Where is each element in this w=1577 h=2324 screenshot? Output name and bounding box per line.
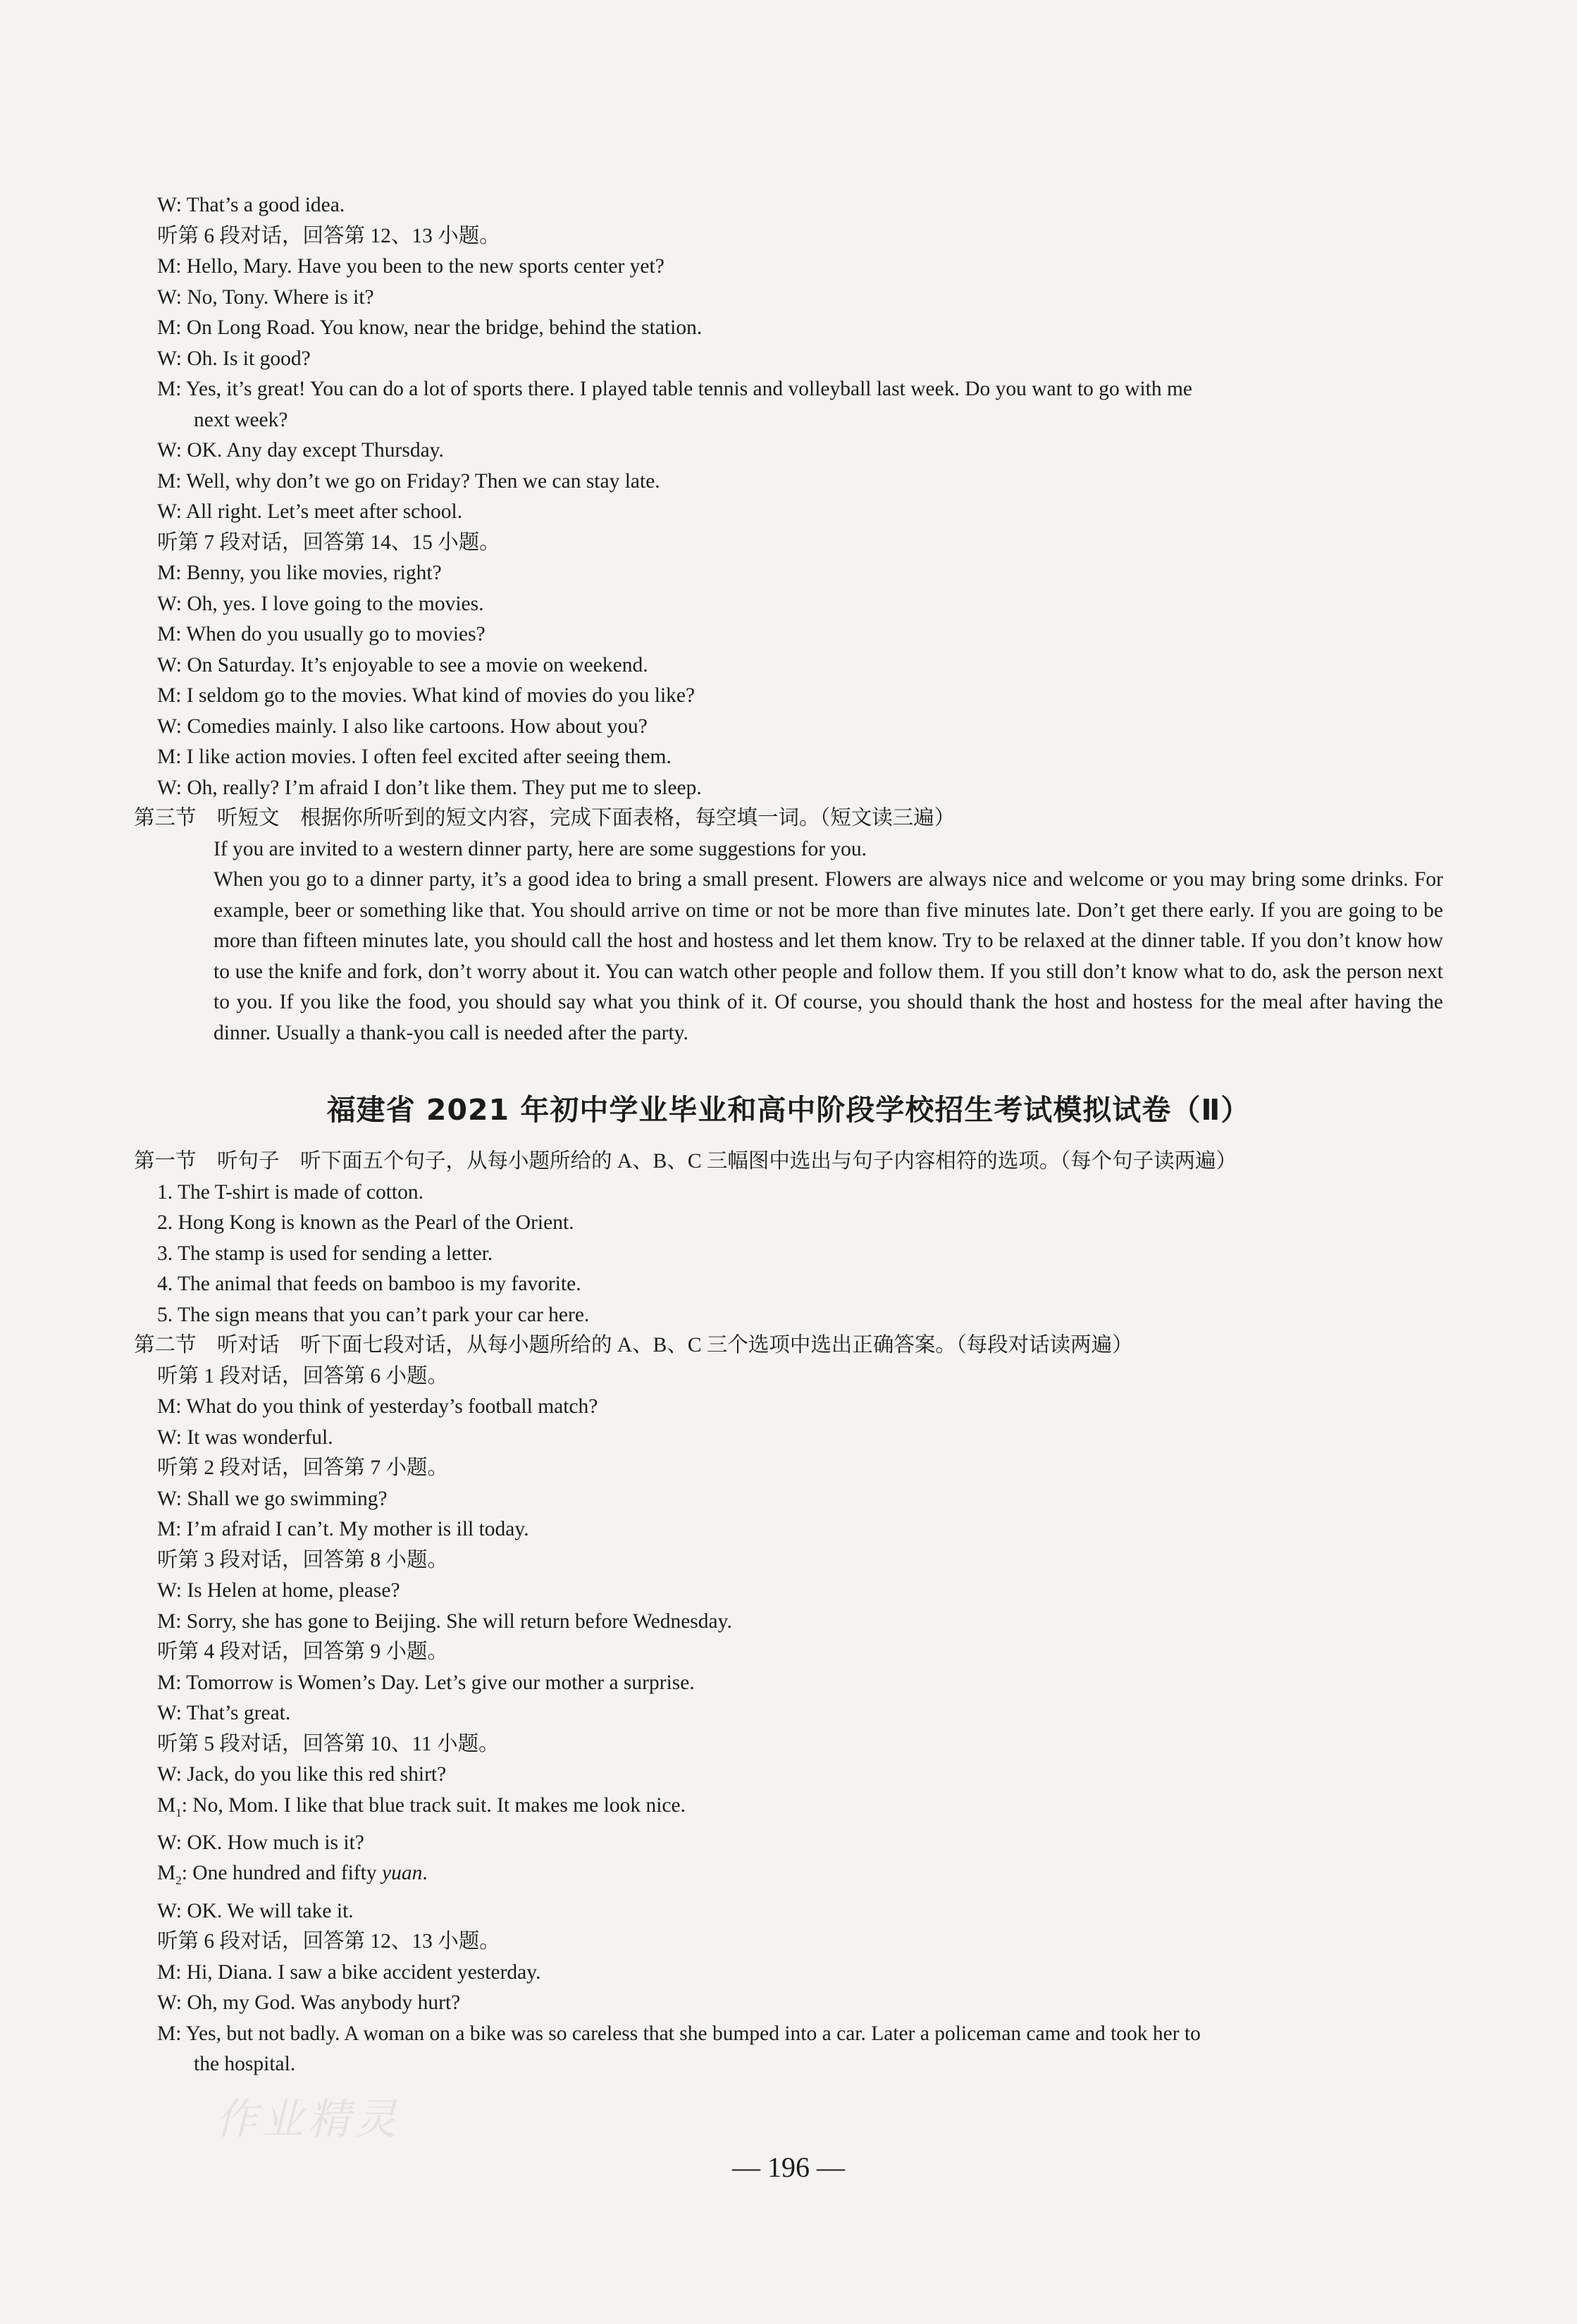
punctuation: .: [422, 1862, 428, 1885]
text-line: W: Jack, do you like this red shirt?: [157, 1763, 447, 1786]
text-line: W: OK. Any day except Thursday.: [157, 439, 444, 462]
text-line: W: It was wonderful.: [157, 1426, 333, 1449]
passage: [134, 834, 1443, 1049]
text-line: M: Hi, Diana. I saw a bike accident yesterday.: [157, 1960, 541, 1984]
text-line: M: I like action movies. I often feel excited after seeing them.: [157, 746, 672, 768]
text-line: M: Sorry, she has gone to Beijing. She will return before Wednesday.: [157, 1609, 732, 1633]
dialogue-line-text: M: Yes, it’s great! You can do a lot of sports there. I played table tennis and volleyball last week. Do you want to go with me: [157, 378, 1193, 400]
text-line: 听第 6 段对话，回答第 12、13 小题。: [157, 1930, 500, 1953]
text-line: 3. The stamp is used for sending a letter.: [157, 1242, 493, 1265]
dialogue-line-hanging: [134, 374, 1443, 435]
watermark: 作业精灵: [215, 2096, 401, 2143]
text-line: W: All right. Let’s meet after school.: [157, 500, 463, 523]
text-line: 听第 4 段对话，回答第 9 小题。: [157, 1640, 449, 1663]
dialogue-line-continuation: the hospital.: [194, 2053, 296, 2076]
text-line: W: Oh. Is it good?: [157, 347, 311, 370]
text-line: M: I seldom go to the movies. What kind of movies do you like?: [157, 684, 695, 707]
text-line: 4. The animal that feeds on bamboo is my favorite.: [157, 1273, 581, 1295]
text-line: 听第 7 段对话，回答第 14、15 小题。: [157, 531, 500, 554]
text-line: W: Oh, really? I’m afraid I don’t like them. They put me to sleep.: [157, 776, 702, 799]
text-line: 听第 5 段对话，回答第 10、11 小题。: [157, 1732, 500, 1755]
text-line: M: I’m afraid I can’t. My mother is ill today.: [157, 1518, 529, 1540]
text-line: 听第 6 段对话，回答第 12、13 小题。: [157, 224, 500, 247]
page-number: — 196 —: [732, 2151, 845, 2183]
passage-intro: If you are invited to a western dinner party, here are some suggestions for you.: [214, 837, 867, 860]
text-line: W: That’s great.: [157, 1702, 291, 1724]
dialogue-text: : One hundred and fifty: [181, 1862, 383, 1885]
text-line: 5. The sign means that you can’t park your car here.: [157, 1303, 590, 1326]
text-line: W: Oh, yes. I love going to the movies.: [157, 592, 484, 615]
italic-word: yuan: [382, 1862, 423, 1885]
text-line: W: No, Tony. Where is it?: [157, 285, 374, 309]
speaker-subscript: 2: [175, 1874, 182, 1888]
dialogue-line-m1: [134, 1791, 1443, 1828]
text-line: W: Oh, my God. Was anybody hurt?: [157, 1991, 461, 2015]
section-title: 福建省 2021 年初中学业毕业和高中阶段学校招生考试模拟试卷（Ⅱ）: [326, 1093, 1251, 1127]
text-line: 第二节 听对话 听下面七段对话，从每小题所给的 A、B、C 三个选项中选出正确答案。（每段对话读两遍）: [134, 1334, 1133, 1356]
text-line: 听第 1 段对话，回答第 6 小题。: [157, 1364, 449, 1387]
dialogue-block-tail: [134, 1896, 1443, 2019]
text-line: M: Benny, you like movies, right?: [157, 562, 442, 584]
passage-body: When you go to a dinner party, it’s a good idea to bring a small present. Flowers are always nice and welcome or you may bring some drinks. For example, beer or something like that. You should arrive on time or not be more than five minutes late. Don’t get there early. If you are going to be more than fifteen minutes late, you should call the host and hostess and let them know. Try to be relaxed at the dinner table. If you don’t know how to use the knife and fork, don’t worry about it. You can watch other people and follow them. If you still don’t know what to do, ask the person next to you. If you like the food, you should say what you think of it. Of course, you should thank the host and hostess for the meal after having the dinner. Usually a thank-you call is needed after the party.: [214, 868, 1443, 1044]
text-line: W: That’s a good idea.: [157, 194, 345, 216]
speaker-subscript: 1: [175, 1805, 182, 1819]
text-line: W: On Saturday. It’s enjoyable to see a movie on weekend.: [157, 653, 648, 676]
text-line: 第三节 听短文 根据你所听到的短文内容，完成下面表格，每空填一词。（短文读三遍）: [134, 807, 956, 829]
text-line: M: When do you usually go to movies?: [157, 623, 486, 645]
speaker: M: [157, 1793, 176, 1817]
text-line: 第一节 听句子 听下面五个句子，从每小题所给的 A、B、C 三幅图中选出与句子内容相符的选项。（每个句子读两遍）: [134, 1150, 1237, 1173]
text-line: 1. The T-shirt is made of cotton.: [157, 1180, 423, 1204]
exam-part-2: [134, 1146, 1443, 1791]
text-line: W: OK. We will take it.: [157, 1899, 354, 1922]
text-line: M: On Long Road. You know, near the bridge, behind the station.: [157, 316, 703, 339]
dialogue-line-m2: [134, 1858, 1443, 1896]
text-line: M: Hello, Mary. Have you been to the new sports center yet?: [157, 255, 664, 278]
text-line: W: Is Helen at home, please?: [157, 1579, 400, 1602]
text-line: M: Tomorrow is Women’s Day. Let’s give our mother a surprise.: [157, 1671, 695, 1694]
text-line: 听第 3 段对话，回答第 8 小题。: [157, 1548, 449, 1571]
text-line: W: Shall we go swimming?: [157, 1487, 388, 1510]
dialogue-line-continuation: next week?: [194, 408, 288, 431]
text-line: 2. Hong Kong is known as the Pearl of the Orient.: [157, 1211, 574, 1234]
speaker: M: [157, 1862, 176, 1885]
dialogue-text: : No, Mom. I like that blue track suit. It makes me look nice.: [181, 1793, 686, 1817]
text-line: M: Well, why don’t we go on Friday? Then we can stay late.: [157, 469, 660, 493]
dialogue-line-w: W: OK. How much is it?: [157, 1831, 364, 1854]
dialogue-block-mid: [134, 435, 1443, 834]
text-line: 听第 2 段对话，回答第 7 小题。: [157, 1457, 449, 1479]
text-line: M: What do you think of yesterday’s football match?: [157, 1395, 598, 1418]
dialogue-line-text: M: Yes, but not badly. A woman on a bike was so careless that she bumped into a car. Later a policeman came and took her to: [157, 2022, 1201, 2045]
dialogue-block-top: [134, 190, 1443, 374]
dialogue-line-hanging: [134, 2019, 1443, 2080]
text-line: W: Comedies mainly. I also like cartoons. How about you?: [157, 715, 648, 738]
